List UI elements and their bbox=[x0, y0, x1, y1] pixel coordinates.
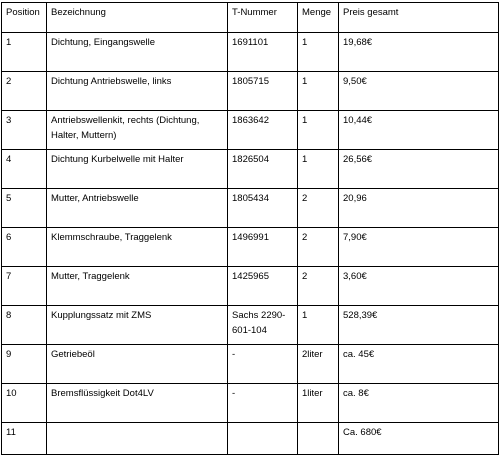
table-row bbox=[2, 150, 499, 189]
cell-t-nummer: Sachs 2290-601-104 bbox=[228, 306, 298, 345]
cell-t-nummer: - bbox=[228, 384, 298, 423]
cell-preis: ca. 8€ bbox=[339, 384, 499, 423]
cell-menge: 2 bbox=[298, 189, 339, 228]
cell-t-nummer: 1691101 bbox=[228, 33, 298, 72]
cell-t-nummer: 1805434 bbox=[228, 189, 298, 228]
cell-preis: 3,60€ bbox=[339, 267, 499, 306]
cell-position: 3 bbox=[2, 111, 47, 150]
header-menge: Menge bbox=[298, 3, 339, 33]
cell-preis: ca. 45€ bbox=[339, 345, 499, 384]
cell-menge bbox=[298, 423, 339, 455]
table-row bbox=[2, 306, 499, 345]
cell-preis: 20,96 bbox=[339, 189, 499, 228]
cell-menge: 2 bbox=[298, 267, 339, 306]
table-row bbox=[2, 189, 499, 228]
cell-menge: 1 bbox=[298, 111, 339, 150]
cell-position: 1 bbox=[2, 33, 47, 72]
cell-t-nummer: - bbox=[228, 345, 298, 384]
table-row bbox=[2, 72, 499, 111]
table-row bbox=[2, 33, 499, 72]
cell-position: 7 bbox=[2, 267, 47, 306]
table-header-row bbox=[2, 3, 499, 33]
cell-preis: 9,50€ bbox=[339, 72, 499, 111]
table-row bbox=[2, 423, 499, 455]
cell-position: 9 bbox=[2, 345, 47, 384]
cell-preis: 7,90€ bbox=[339, 228, 499, 267]
cell-menge: 2liter bbox=[298, 345, 339, 384]
table-row bbox=[2, 345, 499, 384]
cell-menge: 1 bbox=[298, 150, 339, 189]
cell-position: 2 bbox=[2, 72, 47, 111]
cell-preis: 10,44€ bbox=[339, 111, 499, 150]
table-row bbox=[2, 228, 499, 267]
table-row bbox=[2, 384, 499, 423]
cell-position: 8 bbox=[2, 306, 47, 345]
cell-t-nummer: 1496991 bbox=[228, 228, 298, 267]
cell-bezeichnung: Mutter, Antriebswelle bbox=[47, 189, 228, 228]
header-bezeichnung: Bezeichnung bbox=[47, 3, 228, 33]
cell-bezeichnung: Klemmschraube, Traggelenk bbox=[47, 228, 228, 267]
cell-preis: 26,56€ bbox=[339, 150, 499, 189]
cell-menge: 1liter bbox=[298, 384, 339, 423]
cell-menge: 1 bbox=[298, 33, 339, 72]
cell-bezeichnung: Mutter, Traggelenk bbox=[47, 267, 228, 306]
cell-t-nummer: 1805715 bbox=[228, 72, 298, 111]
cell-t-nummer bbox=[228, 423, 298, 455]
cell-bezeichnung: Dichtung, Eingangswelle bbox=[47, 33, 228, 72]
cell-position: 6 bbox=[2, 228, 47, 267]
cell-bezeichnung: Kupplungssatz mit ZMS bbox=[47, 306, 228, 345]
cell-menge: 1 bbox=[298, 306, 339, 345]
header-position: Position bbox=[2, 3, 47, 33]
cell-position: 5 bbox=[2, 189, 47, 228]
cell-bezeichnung: Dichtung Antriebswelle, links bbox=[47, 72, 228, 111]
cell-position: 4 bbox=[2, 150, 47, 189]
cell-t-nummer: 1425965 bbox=[228, 267, 298, 306]
table-row bbox=[2, 111, 499, 150]
cell-t-nummer: 1863642 bbox=[228, 111, 298, 150]
cell-bezeichnung: Dichtung Kurbelwelle mit Halter bbox=[47, 150, 228, 189]
cell-bezeichnung bbox=[47, 423, 228, 455]
cell-bezeichnung: Getriebeöl bbox=[47, 345, 228, 384]
header-preis-gesamt: Preis gesamt bbox=[339, 3, 499, 33]
cell-position: 10 bbox=[2, 384, 47, 423]
cell-menge: 2 bbox=[298, 228, 339, 267]
cell-preis: 528,39€ bbox=[339, 306, 499, 345]
header-t-nummer: T-Nummer bbox=[228, 3, 298, 33]
cell-bezeichnung: Bremsflüssigkeit Dot4LV bbox=[47, 384, 228, 423]
cell-menge: 1 bbox=[298, 72, 339, 111]
cell-position: 11 bbox=[2, 423, 47, 455]
cell-bezeichnung: Antriebswellenkit, rechts (Dichtung, Halter, Muttern) bbox=[47, 111, 228, 150]
cell-preis: Ca. 680€ bbox=[339, 423, 499, 455]
table-row bbox=[2, 267, 499, 306]
parts-table bbox=[1, 2, 499, 455]
cell-preis: 19,68€ bbox=[339, 33, 499, 72]
cell-t-nummer: 1826504 bbox=[228, 150, 298, 189]
